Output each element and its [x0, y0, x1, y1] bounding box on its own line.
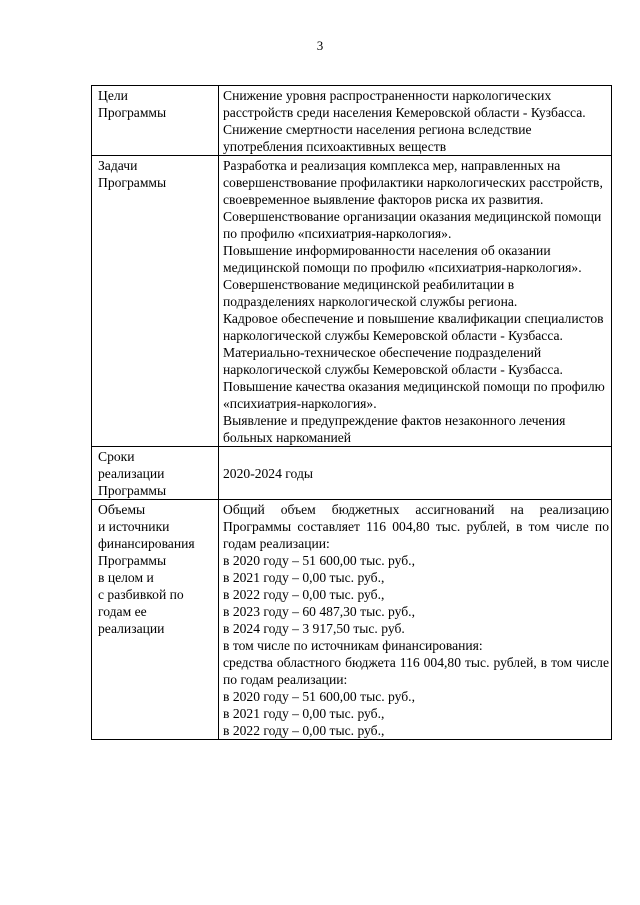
terms-label-line: Сроки: [98, 449, 135, 464]
funding-year-line: в 2022 году – 0,00 тыс. руб.,: [223, 587, 385, 602]
tasks-value: [219, 156, 612, 447]
funding-label-line: годам ее: [98, 604, 147, 619]
tasks-paragraph: Совершенствование организации оказания медицинской помощи по профилю «психиатрия-наркология».: [223, 209, 602, 241]
tasks-paragraph: Разработка и реализация комплекса мер, направленных на совершенствование профилактики наркологических расстройств, своевременное выявление факторов риска их развития.: [223, 158, 603, 207]
table-row-goals: [92, 86, 612, 156]
tasks-paragraph: Кадровое обеспечение и повышение квалификации специалистов наркологической службы Кемеровской области - Кузбасса.: [223, 311, 604, 343]
funding-label-line: с разбивкой по: [98, 587, 184, 602]
terms-period: 2020-2024 годы: [223, 466, 313, 481]
funding-label-line: Объемы: [98, 502, 146, 517]
goals-label-line: Цели: [98, 88, 128, 103]
tasks-paragraph: Совершенствование медицинской реабилитации в подразделениях наркологической службы региона.: [223, 277, 518, 309]
funding-label-line: реализации: [98, 621, 165, 636]
tasks-paragraph: Повышение качества оказания медицинской помощи по профилю «психиатрия-наркология».: [223, 379, 605, 411]
funding-label-line: финансирования: [98, 536, 195, 551]
regional-budget-intro: средства областного бюджета 116 004,80 тыс. рублей, в том числе по годам реализации:: [223, 655, 609, 687]
terms-label: [92, 447, 219, 500]
terms-label-line: реализации: [98, 466, 165, 481]
goals-label: [92, 86, 219, 156]
funding-label-line: Программы: [98, 553, 167, 568]
tasks-paragraph: Материально-техническое обеспечение подразделений наркологической службы Кемеровской области - Кузбасса.: [223, 345, 563, 377]
goals-value: [219, 86, 612, 156]
table-row-terms: [92, 447, 612, 500]
tasks-paragraph: Повышение информированности населения об оказании медицинской помощи по профилю «психиатрия-наркология».: [223, 243, 582, 275]
table-row-tasks: [92, 156, 612, 447]
tasks-paragraph: Выявление и предупреждение фактов незаконного лечения больных наркоманией: [223, 413, 566, 445]
goals-label-line: Программы: [98, 105, 167, 120]
regional-year-line: в 2021 году – 0,00 тыс. руб.,: [223, 706, 385, 721]
funding-label: [92, 500, 219, 740]
tasks-label-line: Задачи: [98, 158, 138, 173]
terms-label-line: Программы: [98, 483, 167, 498]
funding-year-line: в 2023 году – 60 487,30 тыс. руб.,: [223, 604, 415, 619]
regional-year-line: в 2022 году – 0,00 тыс. руб.,: [223, 723, 385, 738]
tasks-label-line: Программы: [98, 175, 167, 190]
funding-year-line: в 2020 году – 51 600,00 тыс. руб.,: [223, 553, 415, 568]
page-number: 3: [316, 38, 324, 53]
funding-label-line: и источники: [98, 519, 170, 534]
funding-label-line: в целом и: [98, 570, 154, 585]
regional-year-line: в 2020 году – 51 600,00 тыс. руб.,: [223, 689, 415, 704]
goals-paragraph: Снижение смертности населения региона вследствие употребления психоактивных веществ: [223, 122, 532, 154]
goals-paragraph: Снижение уровня распространенности наркологических расстройств среди населения Кемеровской области - Кузбасса.: [223, 88, 586, 120]
tasks-label: [92, 156, 219, 447]
funding-value: [219, 500, 612, 740]
table-row-funding: [92, 500, 612, 740]
program-passport-table: [91, 85, 612, 740]
funding-year-line: в 2021 году – 0,00 тыс. руб.,: [223, 570, 385, 585]
funding-year-line: в 2024 году – 3 917,50 тыс. руб.: [223, 621, 405, 636]
funding-sources-heading: в том числе по источникам финансирования:: [223, 638, 483, 653]
funding-intro: Общий объем бюджетных ассигнований на реализацию Программы составляет 116 004,80 тыс. рублей, в том числе по годам реализации:: [223, 502, 609, 551]
terms-value: [219, 447, 612, 500]
